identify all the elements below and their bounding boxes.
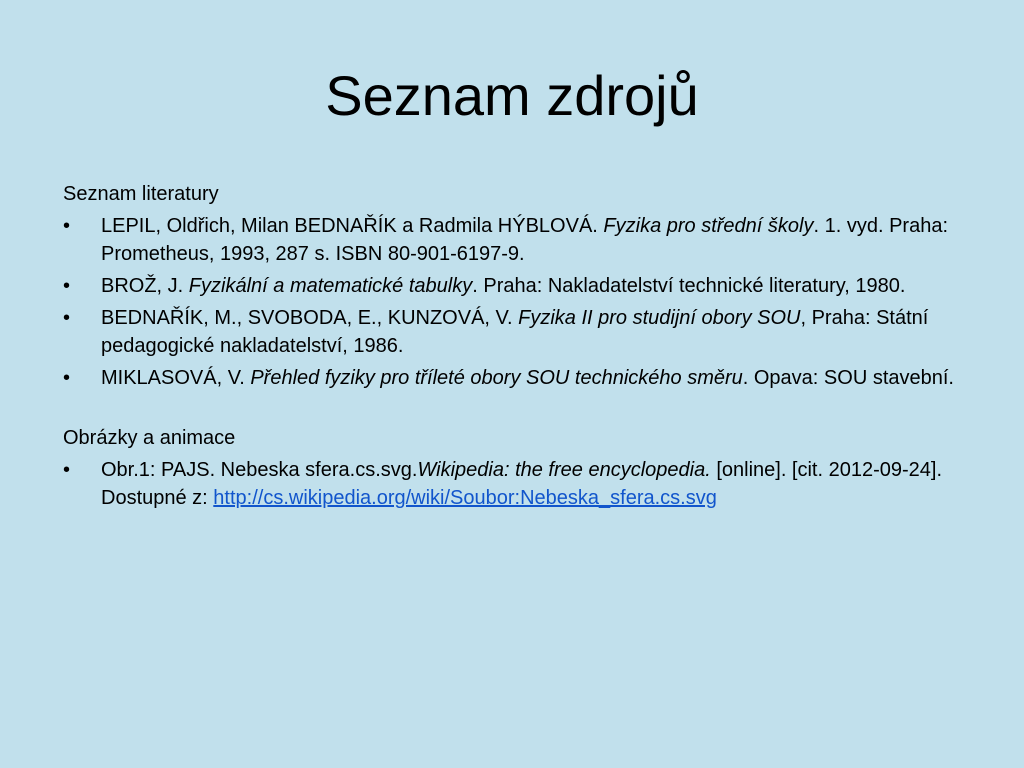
bullet-icon: • — [63, 275, 71, 297]
literature-list — [63, 212, 968, 392]
bullet-icon: • — [63, 215, 71, 237]
literature-item — [63, 272, 968, 300]
citation-publication: , Praha: Státní pedagogické nakladatelství, 1986. — [101, 307, 929, 357]
citation-title: Fyzikální a matematické tabulky — [188, 275, 473, 297]
literature-item — [63, 364, 968, 392]
citation-authors: BEDNAŘÍK, M., SVOBODA, E., KUNZOVÁ, V. — [101, 307, 519, 329]
citation-authors: LEPIL, Oldřich, Milan BEDNAŘÍK a Radmila HÝBLOVÁ. — [101, 215, 604, 237]
source-link[interactable]: http://cs.wikipedia.org/wiki/Soubor:Nebeska_sfera.cs.svg — [213, 487, 717, 509]
literature-item — [63, 212, 968, 268]
images-list — [63, 456, 968, 512]
citation-publication: . 1. vyd. Praha: Prometheus, 1993, 287 s. ISBN 80-901-6197-9. — [101, 215, 948, 265]
bullet-icon: • — [63, 307, 71, 329]
literature-heading: Seznam literatury — [63, 183, 219, 205]
citation-publication: . Opava: SOU stavební. — [742, 367, 954, 389]
slide-title: Seznam zdrojů — [325, 64, 699, 127]
citation-publication: [online]. [cit. 2012-09-24]. Dostupné z: — [101, 459, 943, 509]
citation-publication: . Praha: Nakladatelství technické literatury, 1980. — [472, 275, 906, 297]
citation-authors: Obr.1: PAJS. Nebeska sfera.cs.svg. — [101, 459, 418, 481]
citation-title: Fyzika II pro studijní obory SOU — [518, 307, 801, 329]
citation-authors: MIKLASOVÁ, V. — [101, 367, 251, 389]
citation-authors: BROŽ, J. — [101, 275, 189, 297]
sources-content — [63, 180, 968, 512]
citation-title: Fyzika pro střední školy — [603, 215, 814, 237]
images-heading: Obrázky a animace — [63, 427, 236, 449]
bullet-icon: • — [63, 459, 71, 481]
bullet-icon: • — [63, 367, 71, 389]
literature-item — [63, 304, 968, 360]
image-source-item — [63, 456, 968, 512]
section-spacer — [63, 392, 968, 424]
citation-title: Wikipedia: the free encyclopedia. — [417, 459, 711, 481]
citation-title: Přehled fyziky pro tříleté obory SOU technického směru — [250, 367, 743, 389]
